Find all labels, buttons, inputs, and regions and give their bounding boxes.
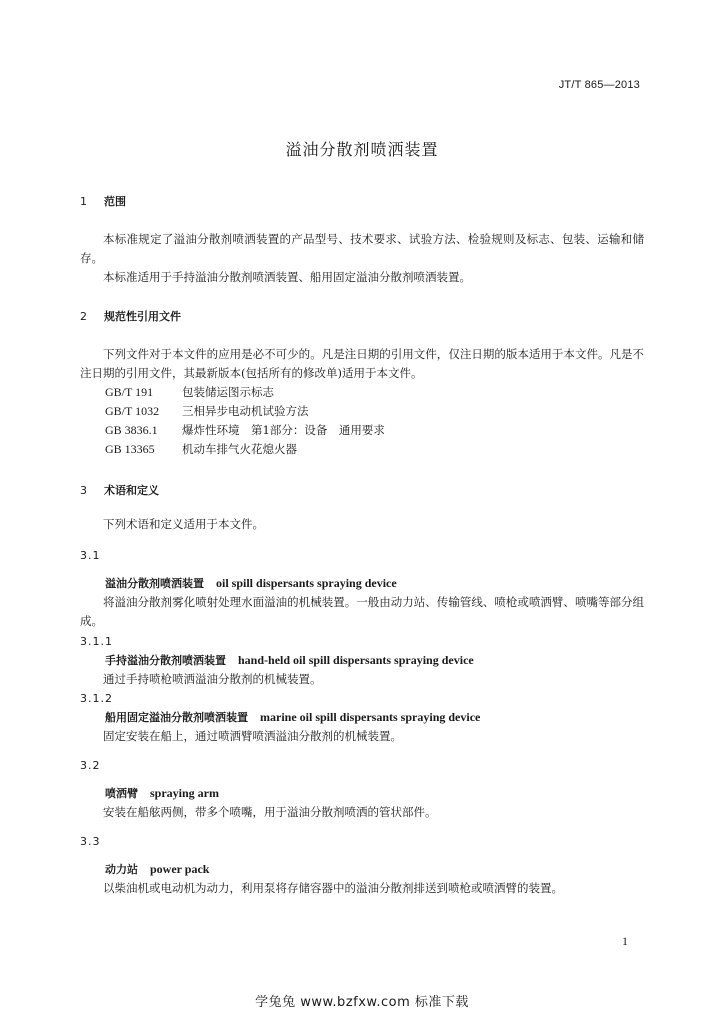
reference-code: GB/T 1032 xyxy=(105,404,160,418)
reference-code: GB 3836.1 xyxy=(105,423,158,437)
term-definition: 通过手持喷枪喷洒溢油分散剂的机械装置。 xyxy=(103,672,322,686)
term-definition: 安装在船舷两侧，带多个喷嘴，用于溢油分散剂喷洒的管状部件。 xyxy=(103,805,437,819)
page-number: 1 xyxy=(622,934,628,948)
term-zh: 船用固定溢油分散剂喷洒装置 xyxy=(105,711,248,724)
reference-list xyxy=(105,383,385,459)
reference-code: GB 13365 xyxy=(105,442,155,456)
term-entry xyxy=(80,784,644,822)
reference-code: GB/T 191 xyxy=(105,385,154,399)
reference-title: 爆炸性环境 第1部分：设备 通用要求 xyxy=(182,423,385,437)
reference-title: 包装储运图示标志 xyxy=(182,385,274,399)
paragraph: 下列文件对于本文件的应用是必不可少的。凡是注日期的引用文件，仅注日期的版本适用于本文件。凡是不注日期的引用文件，其最新版本(包括所有的修改单)适用于本文件。 xyxy=(80,347,644,380)
term-zh: 动力站 xyxy=(105,863,138,876)
term-number: 3.3 xyxy=(80,835,101,848)
footer-watermark: 学兔兔 www.bzfxw.com 标准下载 xyxy=(255,995,469,1010)
section-2-body xyxy=(80,345,644,459)
section-number: 1 xyxy=(80,195,87,208)
section-3-intro xyxy=(80,515,644,534)
term-en: hand-held oil spill dispersants spraying device xyxy=(238,653,474,667)
paragraph: 下列术语和定义适用于本文件。 xyxy=(103,517,264,531)
term-zh: 喷洒臂 xyxy=(105,787,138,800)
section-2-heading xyxy=(80,307,644,326)
term-title xyxy=(80,574,644,593)
section-1-heading xyxy=(80,192,644,211)
reference-row xyxy=(105,383,385,402)
term-title xyxy=(80,784,644,803)
reference-row xyxy=(105,402,385,421)
reference-title: 机动车排气火花熄火器 xyxy=(182,442,297,456)
section-title: 范围 xyxy=(104,195,126,208)
term-en: spraying arm xyxy=(150,786,219,800)
paragraph: 本标准适用于手持溢油分散剂喷洒装置、船用固定溢油分散剂喷洒装置。 xyxy=(103,270,471,284)
reference-title: 三相异步电动机试验方法 xyxy=(182,404,309,418)
term-definition: 以柴油机或电动机为动力，利用泵将存储容器中的溢油分散剂排送到喷枪或喷洒臂的装置。 xyxy=(103,881,563,895)
section-3-heading xyxy=(80,481,644,500)
term-number: 3.1.2 xyxy=(80,692,113,705)
term-en: power pack xyxy=(150,862,210,876)
section-number: 2 xyxy=(80,310,87,323)
term-zh: 手持溢油分散剂喷洒装置 xyxy=(105,654,226,667)
term-number: 3.1 xyxy=(80,549,101,562)
reference-row xyxy=(105,440,385,459)
term-definition: 固定安装在船上，通过喷洒臂喷洒溢油分散剂的机械装置。 xyxy=(103,729,402,743)
term-entry xyxy=(80,708,644,746)
section-title: 术语和定义 xyxy=(104,484,159,497)
term-entry xyxy=(80,860,644,898)
term-en: marine oil spill dispersants spraying device xyxy=(260,710,481,724)
section-1-body xyxy=(80,230,644,287)
standard-number: JT/T 865—2013 xyxy=(558,79,640,91)
reference-row xyxy=(105,421,385,440)
term-number: 3.1.1 xyxy=(80,635,113,648)
term-entry xyxy=(80,651,644,689)
term-en: oil spill dispersants spraying device xyxy=(216,576,397,590)
term-title xyxy=(80,651,644,670)
term-entry xyxy=(80,574,644,631)
term-zh: 溢油分散剂喷洒装置 xyxy=(105,577,204,590)
section-number: 3 xyxy=(80,484,87,497)
section-title: 规范性引用文件 xyxy=(104,310,181,323)
document-title: 溢油分散剂喷洒装置 xyxy=(285,140,439,159)
term-title xyxy=(80,860,644,879)
term-number: 3.2 xyxy=(80,759,101,772)
term-title xyxy=(80,708,644,727)
term-definition: 将溢油分散剂雾化喷射处理水面溢油的机械装置。一般由动力站、传输管线、喷枪或喷洒臂、喷嘴等部分组成。 xyxy=(80,595,644,628)
paragraph: 本标准规定了溢油分散剂喷洒装置的产品型号、技术要求、试验方法、检验规则及标志、包装、运输和储存。 xyxy=(80,232,644,265)
